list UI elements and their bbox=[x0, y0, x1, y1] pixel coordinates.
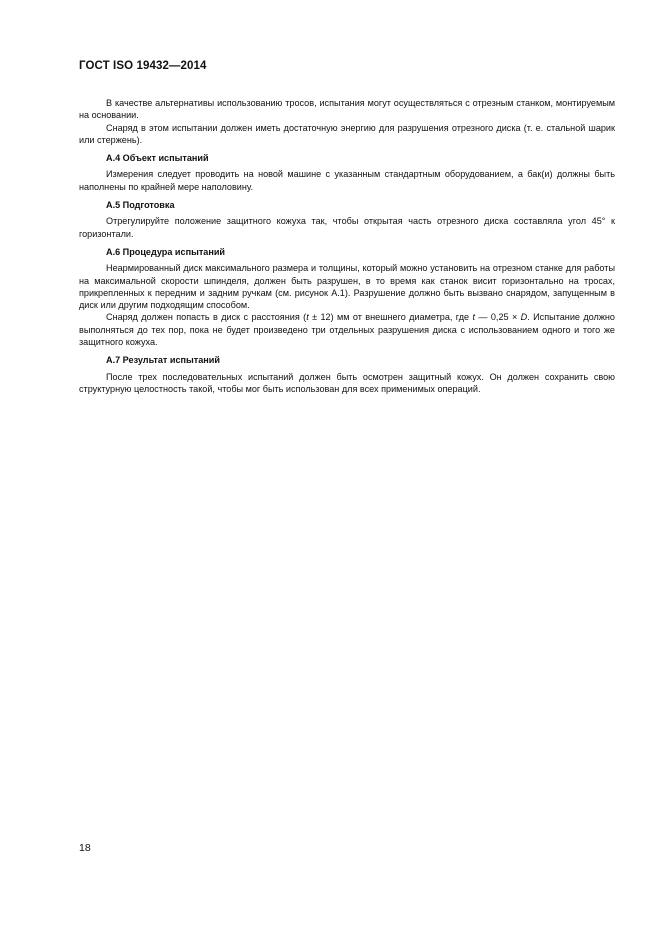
section-heading-a5: А.5 Подготовка bbox=[106, 200, 175, 211]
paragraph-test-result: После трех последовательных испытаний должен быть осмотрен защитный кожух. Он должен сохранить свою структурную целостность такой, чтобы мог быть использован для всех применимых операций. bbox=[79, 371, 615, 394]
paragraph-preparation: Отрегулируйте положение защитного кожуха так, чтобы открытая часть отрезного диска составляла угол 45° к горизонтали. bbox=[79, 216, 615, 239]
section-heading-a4: А.4 Объект испытаний bbox=[106, 153, 209, 164]
paragraph-test-object: Измерения следует проводить на новой машине с указанным стандартным оборудованием, а бак(и) должны быть наполнены по крайней мере наполовину. bbox=[79, 169, 615, 192]
document-header: ГОСТ ISO 19432—2014 bbox=[79, 60, 207, 72]
paragraph-projectile-energy: Снаряд в этом испытании должен иметь достаточную энергию для разрушения отрезного диска (т. е. стальной шарик или стержень). bbox=[79, 122, 615, 145]
paragraph-projectile-distance bbox=[79, 311, 615, 348]
document-body bbox=[79, 97, 615, 395]
text-segment: ± 12) мм от внешнего диаметра, где bbox=[308, 312, 473, 323]
variable-t: t bbox=[472, 312, 475, 323]
section-heading-a6: А.6 Процедура испытаний bbox=[106, 246, 226, 257]
paragraph-test-procedure: Неармированный диск максимального размера и толщины, который можно установить на отрезном станке для работы на максимальной скорости шпинделя, должен быть разрушен, в то время как станок висит горизонтально на тросах, прикрепленных к передним и задним ручкам (см. рисунок А.1). Разрушение должно быть вызвано снарядом, запущенным в диск или другим подходящим способом. bbox=[79, 263, 615, 311]
section-heading-a7: А.7 Результат испытаний bbox=[106, 355, 220, 366]
variable-d: D bbox=[520, 312, 528, 323]
text-segment: — 0,25 × bbox=[475, 312, 521, 323]
variable-t: t bbox=[306, 312, 309, 323]
paragraph-alternative-mounting: В качестве альтернативы использованию тросов, испытания могут осуществляться с отрезным станком, монтируемым на основании. bbox=[79, 98, 615, 121]
text-segment: Снаряд должен попасть в диск с расстояния ( bbox=[106, 312, 307, 323]
page-number: 18 bbox=[79, 842, 91, 854]
text-segment: . Испытание должно выполняться до тех пор, пока не будет произведено три отдельных разрушения диска с использованием одного и того же защитного кожуха. bbox=[79, 312, 615, 348]
